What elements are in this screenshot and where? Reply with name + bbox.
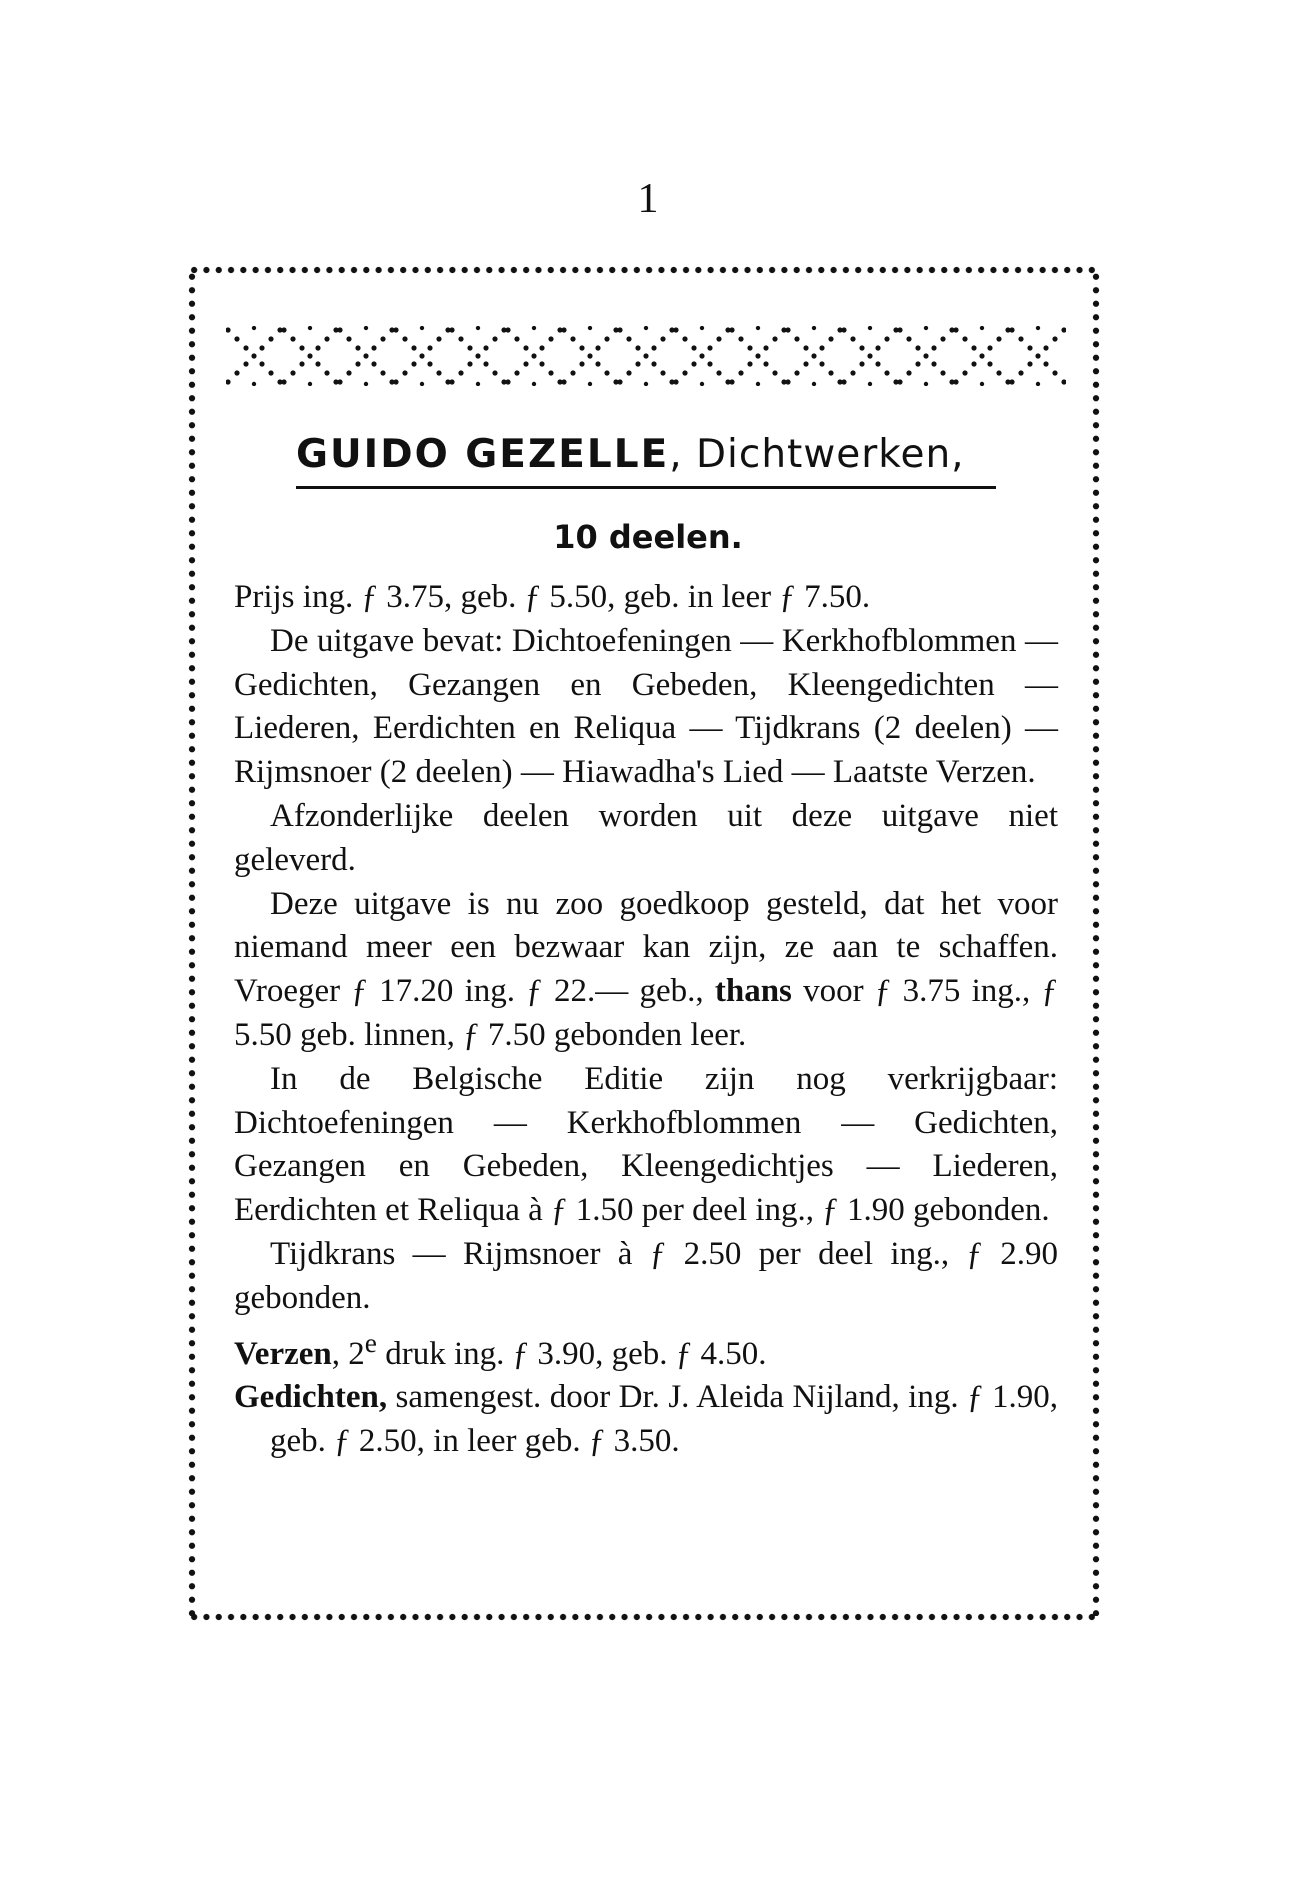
cheap-note-before: Deze uitgave is nu zoo goedkoop gesteld, dat het voor niemand meer een bezwaar kan zijn, ze aan te schaffen. Vroeger ƒ 17.20 ing. ƒ 22.— geb.,: [234, 885, 1058, 1010]
work-title: , Dichtwerken,: [669, 432, 965, 477]
gedichten-title: Gedichten,: [234, 1379, 388, 1416]
gedichten-entry: [234, 1376, 1058, 1464]
gedichten-details: samengest. door Dr. J. Aleida Nijland, ing. ƒ 1.90, geb. ƒ 2.50, in leer geb. ƒ 3.50.: [270, 1379, 1058, 1460]
title-underline: [296, 486, 996, 489]
verzen-edition-sup: e: [364, 1326, 377, 1358]
dotted-border-right: [1092, 270, 1100, 1616]
dotted-border-bottom: [188, 1613, 1100, 1621]
ornamental-band: [226, 326, 1066, 386]
dotted-border-top: [188, 266, 1100, 274]
verzen-title: Verzen: [234, 1335, 332, 1372]
author-name: GUIDO GEZELLE: [296, 432, 670, 477]
page-title: [296, 432, 996, 484]
dotted-border-left: [188, 270, 196, 1616]
page-number: 1: [637, 176, 659, 222]
volume-count: 10 deelen.: [553, 518, 743, 556]
contents-paragraph: De uitgave bevat: Dichtoefeningen — Kerkhofblommen — Gedichten, Gezangen en Gebeden, Kleengedichten — Liederen, Eerdichten en Reliqua — Tijdkrans (2 deelen) — Rijmsnoer (2 deelen) — Hiawadha's Lied — Laatste Verzen.: [234, 622, 1058, 791]
separate-volumes-note: Afzonderlijke deelen worden uit deze uitgave niet geleverd.: [234, 797, 1058, 878]
verzen-entry: [234, 1321, 1058, 1377]
belgian-edition-paragraph: In de Belgische Editie zijn nog verkrijgbaar: Dichtoefeningen — Kerkhofblommen — Gedichten, Gezangen en Gebeden, Kleengedichtjes — Liederen, Eerdichten et Reliqua à ƒ 1.50 per deel ing., ƒ 1.90 gebonden.: [234, 1060, 1058, 1229]
verzen-edition: , 2: [331, 1335, 365, 1372]
price-line: Prijs ing. ƒ 3.75, geb. ƒ 5.50, geb. in leer ƒ 7.50.: [234, 579, 871, 615]
tijdkrans-paragraph: Tijdkrans — Rijmsnoer à ƒ 2.50 per deel ing., ƒ 2.90 gebonden.: [234, 1235, 1058, 1316]
cheap-note-bold: thans: [714, 973, 792, 1010]
cheap-edition-paragraph: [234, 883, 1058, 1058]
verzen-prices: druk ing. ƒ 3.90, geb. ƒ 4.50.: [376, 1335, 767, 1372]
body-text: [234, 576, 1058, 1464]
cheap-note-after: voor ƒ 3.75 ing., ƒ 5.50 geb. linnen, ƒ 7.50 gebonden leer.: [234, 973, 1058, 1053]
